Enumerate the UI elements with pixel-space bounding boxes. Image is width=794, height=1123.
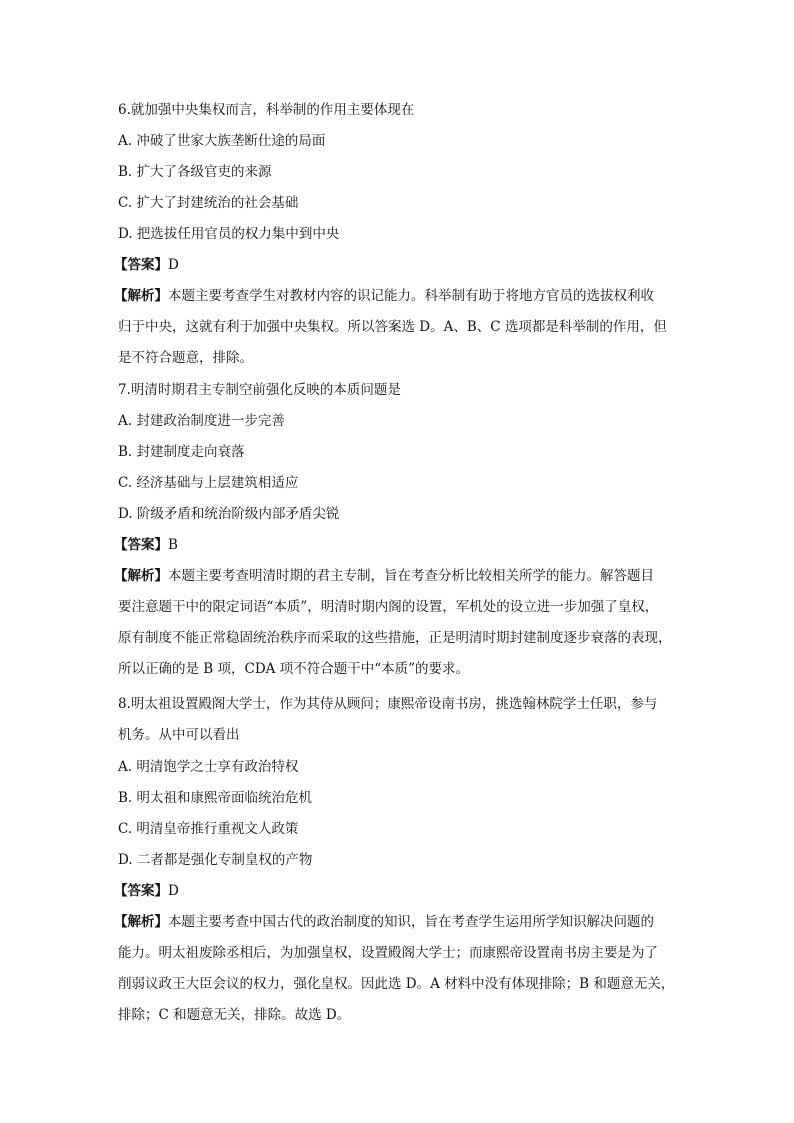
answer-label: 【答案】 — [114, 883, 168, 899]
analysis — [114, 281, 678, 374]
analysis-line: 原有制度不能正常稳固统治秩序而采取的这些措施，正是明清时期封建制度逐步衰落的表现， — [118, 630, 672, 646]
option-b: B. 扩大了各级官吏的来源 — [118, 164, 272, 180]
analysis-label: 【解析】 — [114, 914, 168, 930]
option-d: D. 二者都是强化专制皇权的产物 — [118, 852, 313, 868]
answer-line — [114, 535, 678, 555]
question-stem: 6.就加强中央集权而言，科举制的作用主要体现在 — [118, 102, 415, 118]
analysis-line: 是不符合题意，排除。 — [118, 350, 253, 366]
analysis-line: 归于中央，这就有利于加强中央集权。所以答案选 D。A、B、C 选项都是科举制的作用，但 — [118, 319, 667, 335]
answer-label: 【答案】 — [114, 537, 168, 553]
analysis-text: 本题主要考查明清时期的君主专制，旨在考查分析比较相关所学的能力。解答题目 — [168, 568, 654, 584]
option-a: A. 冲破了世家大族垄断仕途的局面 — [118, 133, 326, 149]
answer-value: B — [168, 537, 178, 553]
analysis-text: 本题主要考查中国古代的政治制度的知识，旨在考查学生运用所学知识解决问题的 — [168, 914, 654, 930]
question-6 — [114, 100, 678, 374]
question-stem — [118, 689, 678, 751]
analysis — [114, 561, 678, 685]
option-c: C. 经济基础与上层建筑相适应 — [118, 475, 299, 491]
option-d: D. 阶级矛盾和统治阶级内部矛盾尖锐 — [118, 506, 340, 522]
question-stem-line: 机务。从中可以看出 — [118, 727, 240, 743]
question-stem: 7.明清时期君主专制空前强化反映的本质问题是 — [118, 382, 401, 398]
answer-line — [114, 255, 678, 275]
option-c: C. 扩大了封建统治的社会基础 — [118, 195, 299, 211]
answer-value: D — [168, 257, 179, 273]
analysis-label: 【解析】 — [114, 568, 168, 584]
option-a: A. 封建政治制度进一步完善 — [118, 413, 285, 429]
option-c: C. 明清皇帝推行重视文人政策 — [118, 821, 299, 837]
option-b: B. 明太祖和康熙帝面临统治危机 — [118, 790, 313, 806]
answer-label: 【答案】 — [114, 257, 168, 273]
option-b: B. 封建制度走向衰落 — [118, 444, 245, 460]
analysis-line — [114, 907, 678, 938]
analysis-line — [114, 561, 678, 592]
question-stem-line: 8.明太祖设置殿阁大学士，作为其侍从顾问；康熙帝设南书房，挑选翰林院学士任职，参与 — [118, 696, 658, 712]
analysis-line: 削弱议政王大臣会议的权力，强化皇权。因此选 D。A 材料中没有体现排除；B 和题意无关， — [118, 976, 675, 992]
option-d: D. 把选拔任用官员的权力集中到中央 — [118, 226, 340, 242]
analysis-line: 所以正确的是 B 项，CDA 项不符合题干中“本质”的要求。 — [118, 661, 469, 677]
analysis-text: 本题主要考查学生对教材内容的识记能力。科举制有助于将地方官员的选拔权利收 — [168, 288, 654, 304]
analysis-line: 能力。明太祖废除丞相后，为加强皇权，设置殿阁大学士；而康熙帝设置南书房主要是为了 — [118, 945, 658, 961]
question-8 — [114, 689, 678, 1031]
answer-line — [114, 881, 678, 901]
analysis — [114, 907, 678, 1031]
option-a: A. 明清饱学之士享有政治特权 — [118, 759, 299, 775]
question-7 — [114, 380, 678, 685]
analysis-line: 要注意题干中的限定词语“本质”，明清时期内阁的设置，军机处的设立进一步加强了皇权， — [118, 599, 659, 615]
analysis-line: 排除；C 和题意无关，排除。故选 D。 — [118, 1007, 351, 1023]
answer-value: D — [168, 883, 179, 899]
analysis-line — [114, 281, 678, 312]
document-page — [114, 100, 678, 1037]
analysis-label: 【解析】 — [114, 288, 168, 304]
